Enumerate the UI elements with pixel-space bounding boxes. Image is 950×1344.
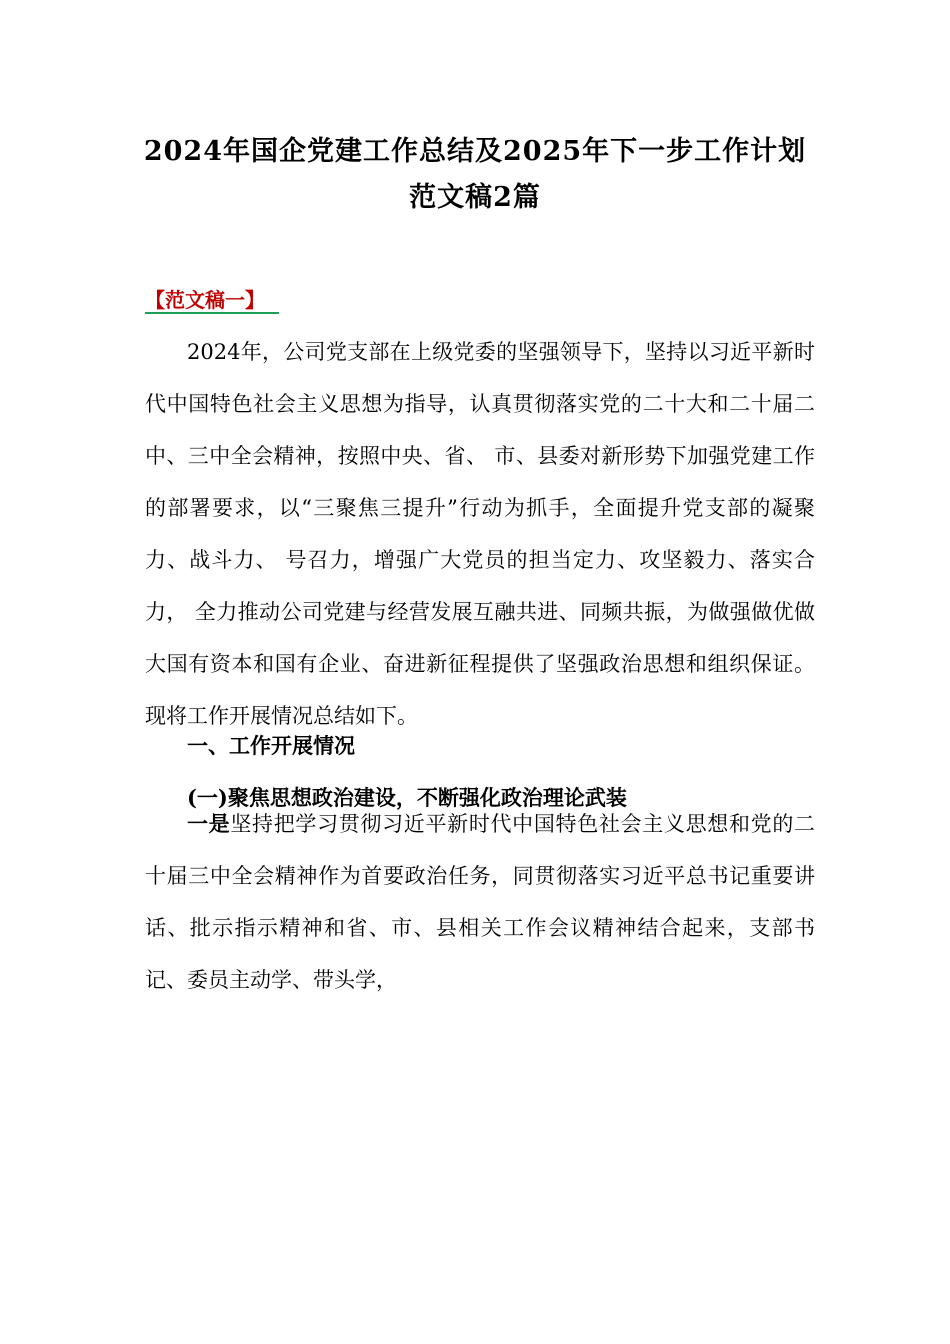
paragraph-lead: 一是 — [187, 811, 231, 836]
paragraph-body: 坚持把学习贯彻习近平新时代中国特色社会主义思想和党的二十届三中全会精神作为首要政治任务，同贯彻落实习近平总书记重要讲话、批示指示精神和省、市、县相关工作会议精神结合起来，支部书记、委员主动学、带头学， — [145, 812, 815, 992]
section-heading: 一、工作开展情况 — [187, 733, 355, 758]
document-title-line-1: 2024年国企党建工作总结及2025年下一步工作计划 — [143, 136, 807, 167]
section-tag-text: 【范文稿一】 — [145, 288, 265, 312]
document-title-line-2: 范文稿2篇 — [409, 182, 541, 213]
body-paragraph — [145, 798, 815, 1006]
subsection-heading: (一)聚焦思想政治建设，不断强化政治理论武装 — [187, 785, 627, 810]
section-tag-underline — [145, 312, 279, 314]
section-tag — [145, 286, 265, 314]
intro-paragraph: 2024年，公司党支部在上级党委的坚强领导下，坚持以习近平新时代中国特色社会主义思想为指导，认真贯彻落实党的二十大和二十届二中、三中全会精神，按照中央、省、 市、县委对新形势下加强党建工作的部署要求，以“三聚焦三提升”行动为抓手，全面提升党支部的凝聚力、战斗力、 号召力，增强广大党员的担当定力、攻坚毅力、落实合力， 全力推动公司党建与经营发展互融共进、同频共振，为做强做优做大国有资本和国有企业、奋进新征程提供了坚强政治思想和组织保证。现将工作开展情况总结如下。 — [145, 340, 815, 728]
